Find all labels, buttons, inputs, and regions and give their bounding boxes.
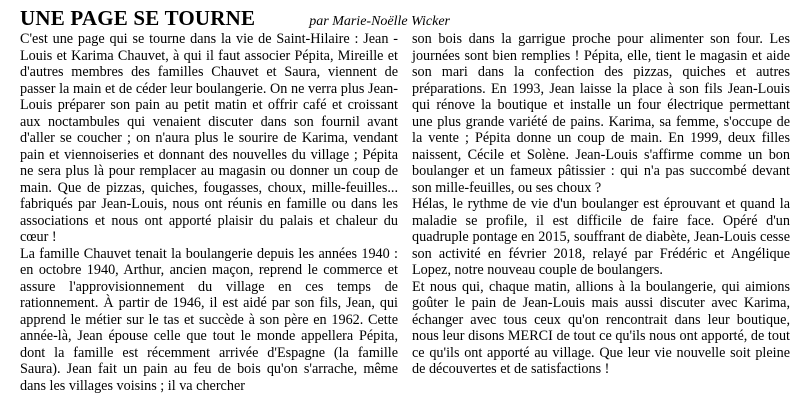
article-byline: par Marie-Noëlle Wicker bbox=[309, 14, 450, 29]
paragraph-illness: Hélas, le rythme de vie d'un boulanger est éprouvant et quand la maladie se profile, il est difficile de faire face. Opéré d'un quadruple pontage en 2015, souffrant de diabète, Jean-Louis cesse son activité en février 2018, relayé par Frédéric et Angélique Lopez, notre nouveau couple de boulangers. bbox=[412, 196, 790, 278]
right-column bbox=[412, 31, 790, 394]
paragraph-history-continued: son bois dans la garrigue proche pour alimenter son four. Les journées sont bien remplies ! Pépita, elle, tient le magasin et aide son mari dans la confection des pizzas, quiches et autres préparations. En 1993, Jean laisse la place à son fils Jean-Louis qui rénove la boutique et installe un four électrique permettant une plus grande variété de pains. Karima, sa femme, s'occupe de la vente ; Pépita donne un coup de main. En 1999, deux filles naissent, Cécile et Solène. Jean-Louis s'affirme comme un bon boulanger et un fameux pâtissier : qui n'a pas succombé devant son mille-feuilles, ou ses choux ? bbox=[412, 31, 790, 196]
article-columns bbox=[20, 31, 792, 394]
left-column bbox=[20, 31, 398, 394]
article-title: UNE PAGE SE TOURNE bbox=[20, 6, 256, 30]
article-header bbox=[20, 6, 792, 30]
paragraph-intro: C'est une page qui se tourne dans la vie de Saint-Hilaire : Jean -Louis et Karima Chauvet, à qui il faut associer Pépita, Mireille et d'autres membres des familles Chauvet et Saura, viennent de passer la main et de céder leur boulangerie. On ne verra plus Jean-Louis préparer son pain au petit matin et offrir café et croissant aux noctambules qui venaient discuter dans son fournil avant d'aller se coucher ; on n'aura plus le sourire de Karima, vendant pain et viennoiseries et donnant des nouvelles du village ; Pépita ne sera plus là pour remplacer au magasin ou donner un coup de main. Que de pizzas, quiches, fougasses, choux, mille-feuilles... fabriqués par Jean-Louis, nous ont réunis en famille ou dans les associations et nous ont apporté plaisir du palais et chaleur du cœur ! bbox=[20, 31, 398, 245]
paragraph-history: La famille Chauvet tenait la boulangerie depuis les années 1940 : en octobre 1940, Arthur, ancien maçon, reprend le commerce et assure l'approvisionnement du village en ces temps de rationnement. À partir de 1946, il est aidé par son fils, Jean, qui apprend le métier sur le tas et succède à son père en 1962. Cette année-là, Jean épouse celle que tout le monde appellera Pépita, dont la famille est récemment arrivée d'Espagne (la famille Saura). Jean fait un pain au feu de bois qu'on s'arrache, même dans les villages voisins ; il va chercher bbox=[20, 245, 398, 394]
paragraph-thanks: Et nous qui, chaque matin, allions à la boulangerie, qui aimions goûter le pain de Jean-Louis mais aussi discuter avec Karima, échanger avec tous ceux qu'on rencontrait dans leur boutique, nous leur disons MERCI de tout ce qu'ils nous ont apporté, de tout ce qu'ils ont apporté au village. Que leur vie nouvelle soit pleine de découvertes et de satisfactions ! bbox=[412, 278, 790, 377]
